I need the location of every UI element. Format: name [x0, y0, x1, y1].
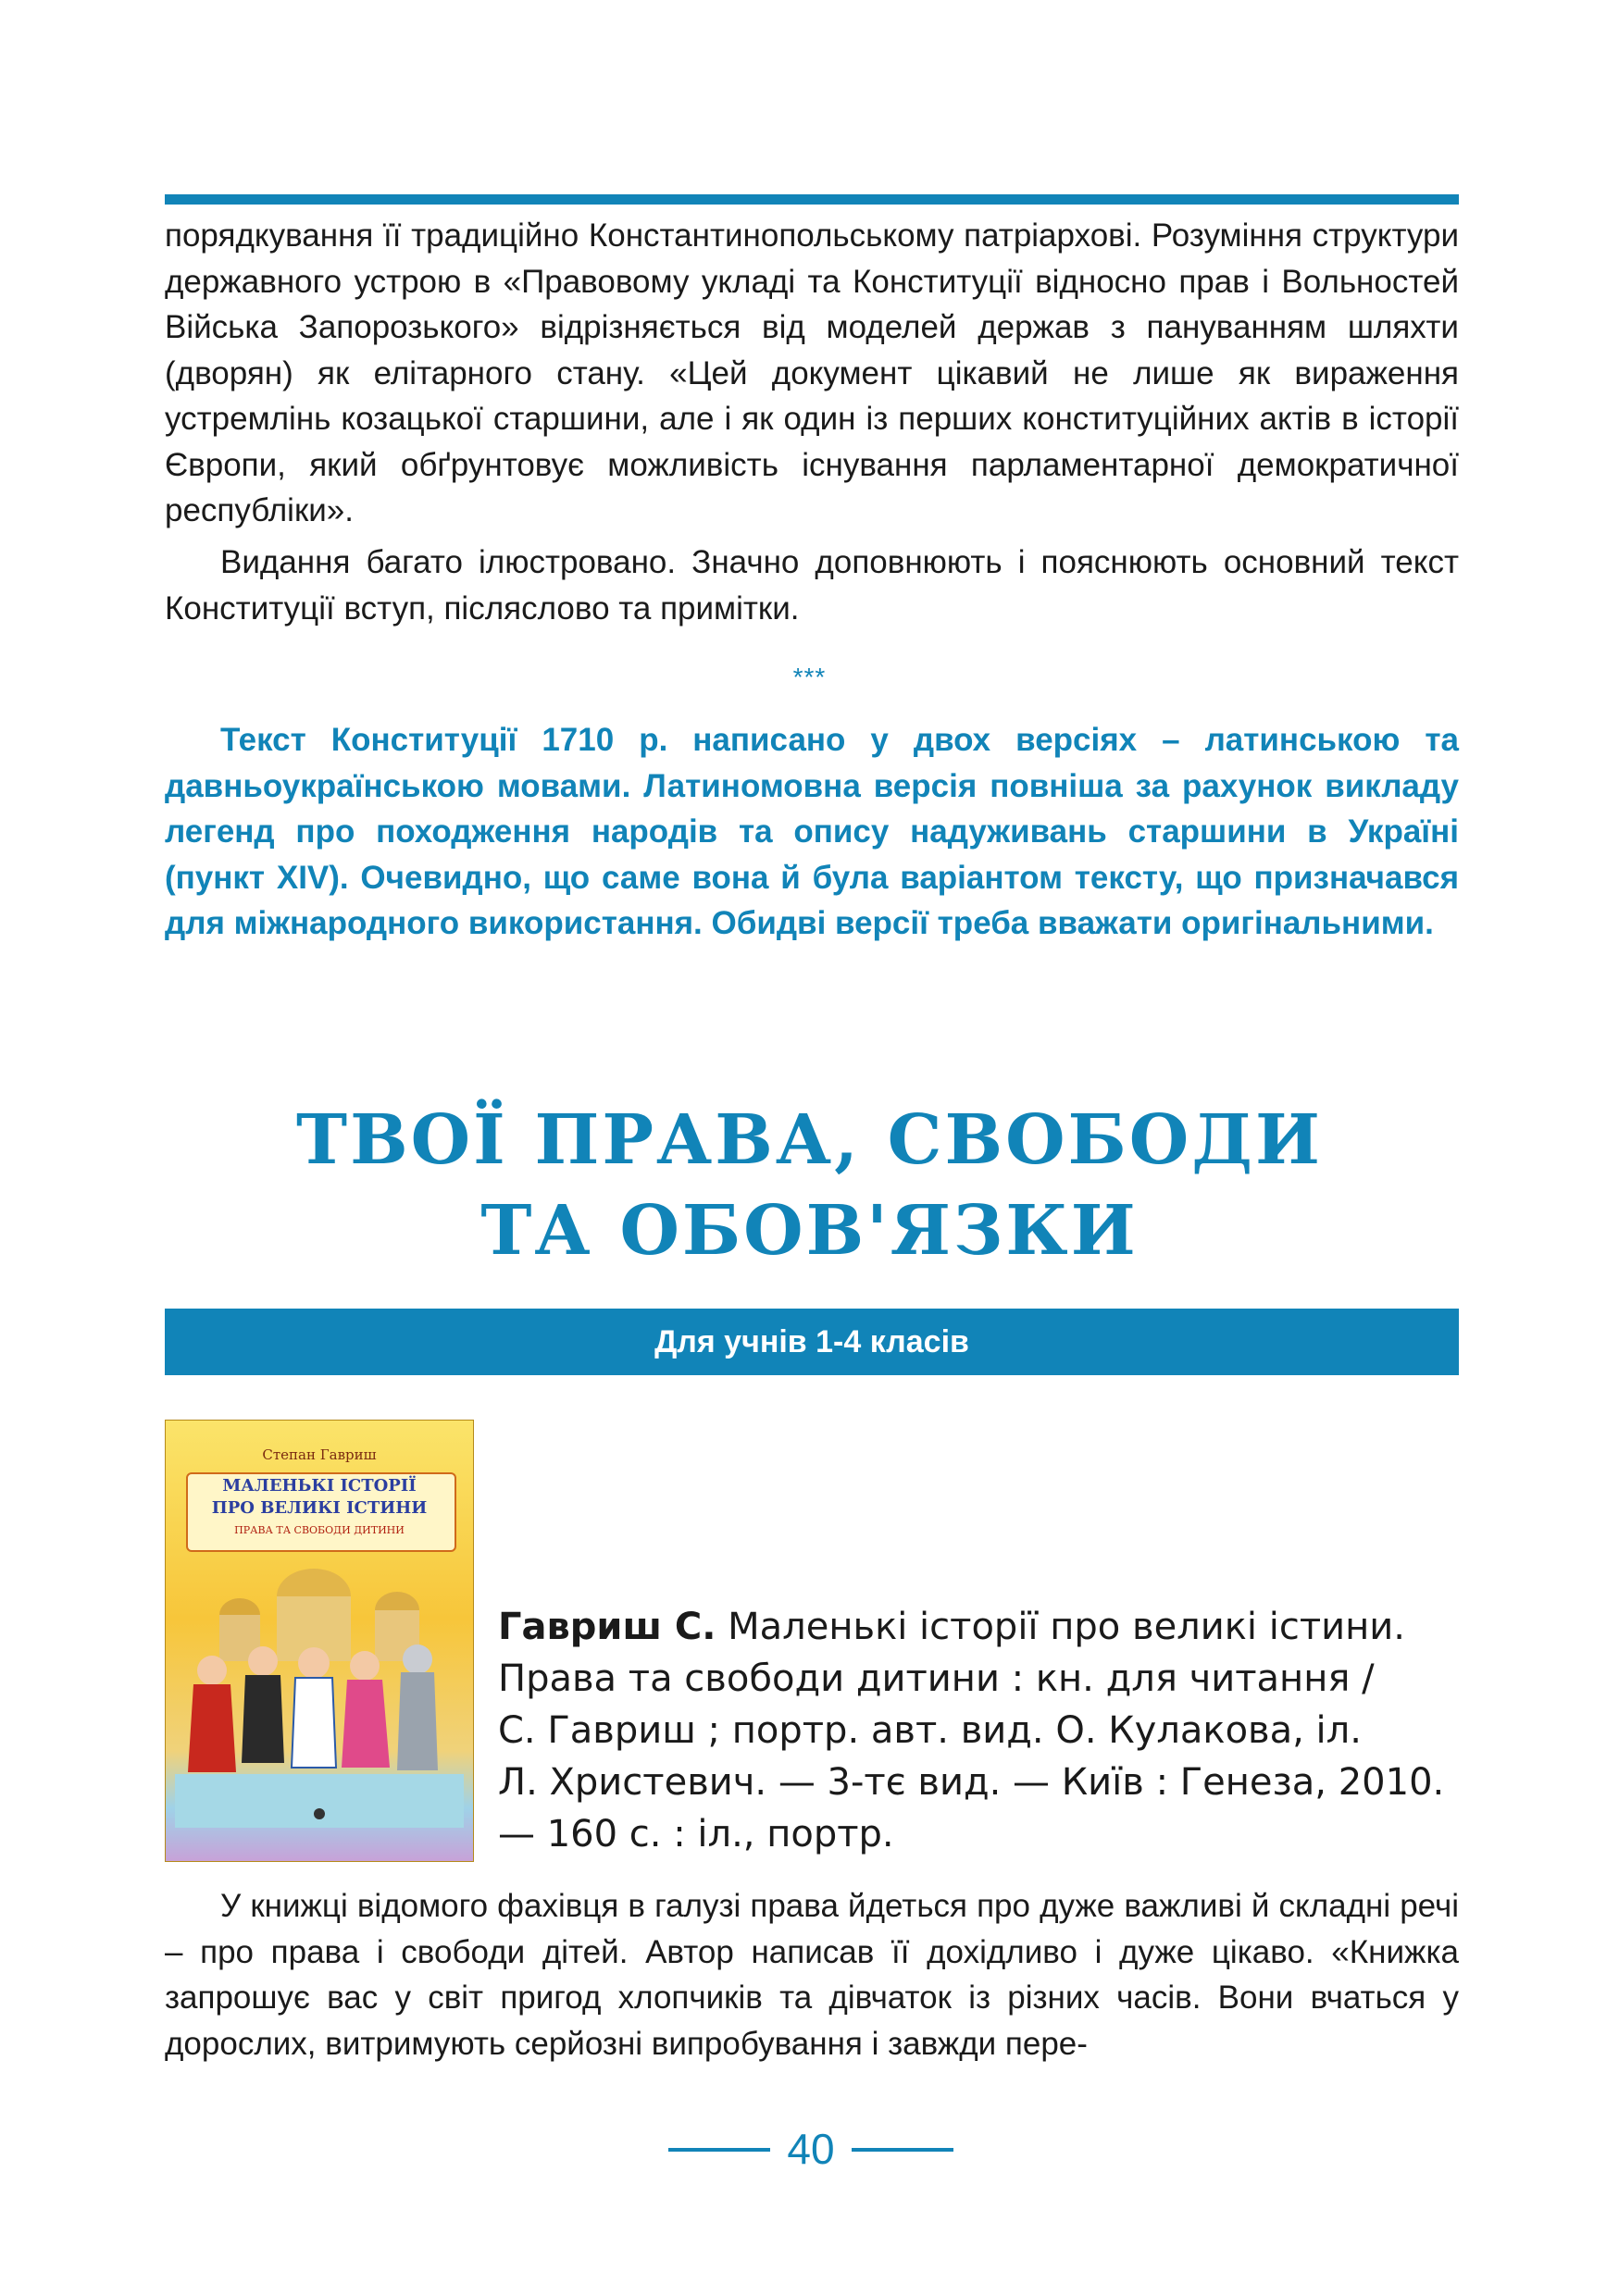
- section-title: [0, 1095, 1619, 1276]
- citation-title: Маленькі історії про великі істини.: [716, 1606, 1405, 1648]
- citation-line3: С. Гавриш ; портр. авт. вид. О. Кулакова, іл.: [498, 1709, 1362, 1752]
- cover-title-line2: ПРО ВЕЛИКІ ІСТИНИ: [211, 1498, 428, 1518]
- section-title-line2: ТА ОБОВ'ЯЗКИ: [480, 1191, 1139, 1271]
- cover-subtitle: ПРАВА ТА СВОБОДИ ДИТИНИ: [234, 1524, 405, 1536]
- page-footer: [0, 2121, 1619, 2177]
- paragraph-book-description: [165, 1883, 1459, 2066]
- citation-author: Гавриш С.: [498, 1606, 716, 1648]
- citation-line4: Л. Христевич. — 3-тє вид. — Київ : Генеза, 2010.: [498, 1761, 1445, 1804]
- section-title-line1: ТВОЇ ПРАВА, СВОБОДИ: [296, 1100, 1323, 1180]
- paragraph-text: Видання багато ілюстровано. Значно доповнюють і пояснюють основний текст Конституції вступ, післяслово та примітки.: [165, 544, 1459, 627]
- paragraph-illustrations: [165, 540, 1459, 631]
- page-number: 40: [787, 2125, 835, 2173]
- audience-bar: Для учнів 1-4 класів: [165, 1309, 1459, 1375]
- cover-author: Степан Гавриш: [262, 1446, 377, 1463]
- top-rule: [165, 194, 1459, 205]
- book-cover-image: [165, 1420, 474, 1862]
- cover-title-line1: МАЛЕНЬКІ ІСТОРІЇ: [222, 1476, 417, 1496]
- paragraph-text: порядкування її традиційно Константинопольському патріархові. Розуміння структури державного устрою в «Правовому укладі та Конституції відносно прав і Вольностей Війська Запорозького» відрізняється від моделей держав з пануванням шляхти (дворян) як елітарного стану. «Цей документ цікавий не лише як вираження устремлінь козацької старшини, але і як один із перших конституційних актів в історії Європи, який обґрунтовує можливість існування парламентарної демократичної республіки».: [165, 217, 1459, 528]
- book-citation: [498, 1601, 1461, 1860]
- paragraph-text: У книжці відомого фахівця в галузі права йдеться про дуже важливі й складні речі – про права і свободи дітей. Автор написав її дохідливо і дуже цікаво. «Книжка запрошує вас у світ пригод хлопчиків та дівчаток із різних часів. Вони вчаться у дорослих, витримують серйозні випробування і завжди пере-: [165, 1888, 1459, 2062]
- footer-rule-left: [668, 2148, 770, 2152]
- paragraph-constitution-structure: [165, 213, 1459, 534]
- highlighted-note: Текст Конституції 1710 р. написано у двох версіях – латинською та давньоукраїнською мовами. Латиномовна версія повніша за рахунок викладу легенд про походження народів та опису надуживань старшини в Україні (пункт XIV). Очевидно, що саме вона й була варіантом тексту, що призначався для міжнародного використання. Обидві версії треба вважати оригінальними.: [165, 722, 1459, 941]
- section-separator: ***: [792, 663, 827, 691]
- cover-illustration: [175, 1559, 464, 1828]
- citation-line5: — 160 с. : іл., портр.: [498, 1813, 894, 1855]
- citation-line1: [498, 1601, 1461, 1653]
- footer-rule-right: [852, 2148, 953, 2152]
- citation-line2: Права та свободи дитини : кн. для читання /: [498, 1657, 1375, 1700]
